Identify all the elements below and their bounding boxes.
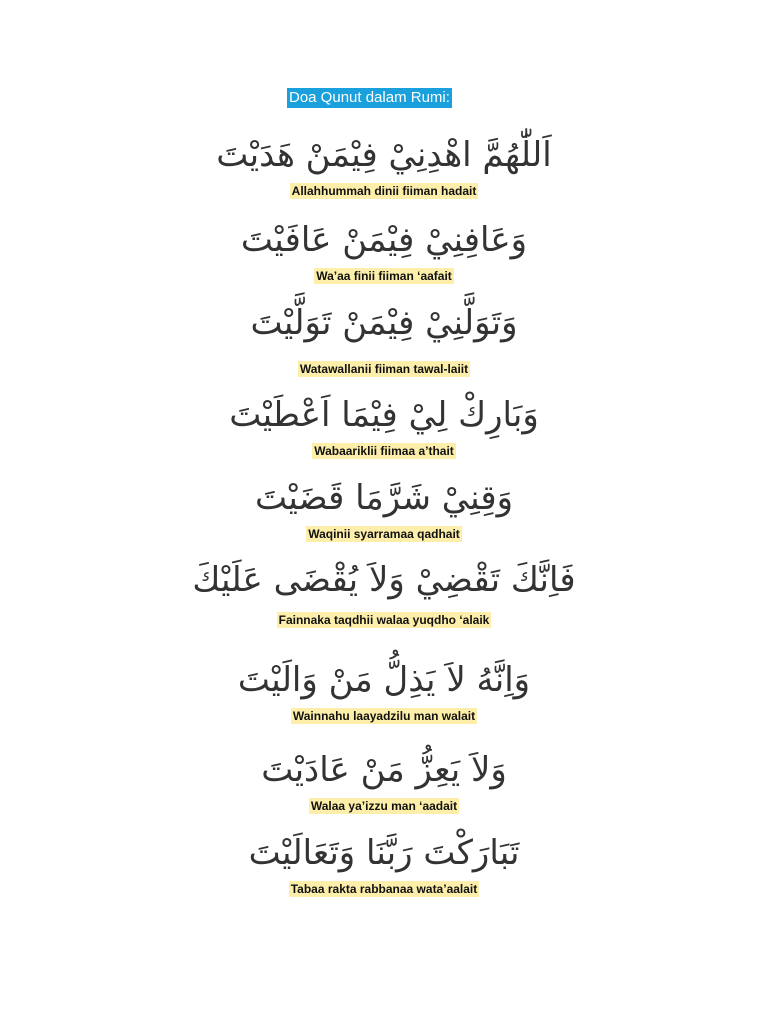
verse-rumi: Fainnaka taqdhii walaa yuqdho ‘alaik — [278, 613, 490, 627]
verse-arabic: وَلاَ يَعِزُّ مَنْ عَادَيْتَ — [261, 750, 507, 790]
verse-arabic: فَاِنَّكَ تَقْضِيْ وَلاَ يُقْضَى عَلَيْكَ — [192, 560, 576, 600]
verse-arabic: وَتَوَلَّنِيْ فِيْمَنْ تَوَلَّيْتَ — [250, 303, 518, 343]
verse-rumi: Allahhummah dinii fiiman hadait — [291, 184, 477, 198]
verse-rumi: Tabaa rakta rabbanaa wata’aalait — [290, 882, 478, 896]
verse-9 — [0, 828, 768, 897]
verse-arabic: وَبَارِكْ لِيْ فِيْمَا اَعْطَيْتَ — [229, 395, 539, 435]
verse-rumi: Waqinii syarramaa qadhait — [308, 527, 460, 541]
verse-rumi: Wa’aa finii fiiman ‘aafait — [316, 269, 452, 283]
verse-rumi: Walaa ya’izzu man ‘aadait — [310, 799, 458, 813]
verse-3 — [0, 298, 768, 377]
verse-5 — [0, 473, 768, 542]
verse-1 — [0, 130, 768, 199]
verse-rumi: Wainnahu laayadzilu man walait — [292, 709, 476, 723]
verse-rumi: Watawallanii fiiman tawal-laiit — [299, 362, 469, 376]
verse-7 — [0, 655, 768, 724]
verse-arabic: اَللّٰهُمَّ اهْدِنِيْ فِيْمَنْ هَدَيْتَ — [216, 135, 552, 175]
verse-arabic: وَقِنِيْ شَرَّمَا قَضَيْتَ — [254, 478, 514, 518]
verse-arabic: تَبَارَكْتَ رَبَّنَا وَتَعَالَيْتَ — [248, 833, 520, 873]
verse-rumi: Wabaariklii fiimaa a’thait — [314, 444, 454, 458]
verse-4 — [0, 390, 768, 459]
verse-arabic: وَاِنَّهُ لاَ يَذِلُّ مَنْ وَالَيْتَ — [237, 660, 531, 700]
verse-arabic: وَعَافِنِيْ فِيْمَنْ عَافَيْتَ — [240, 220, 528, 260]
verse-6 — [0, 555, 768, 628]
verse-2 — [0, 215, 768, 284]
page-title: Doa Qunut dalam Rumi: — [289, 89, 450, 106]
verse-8 — [0, 745, 768, 814]
